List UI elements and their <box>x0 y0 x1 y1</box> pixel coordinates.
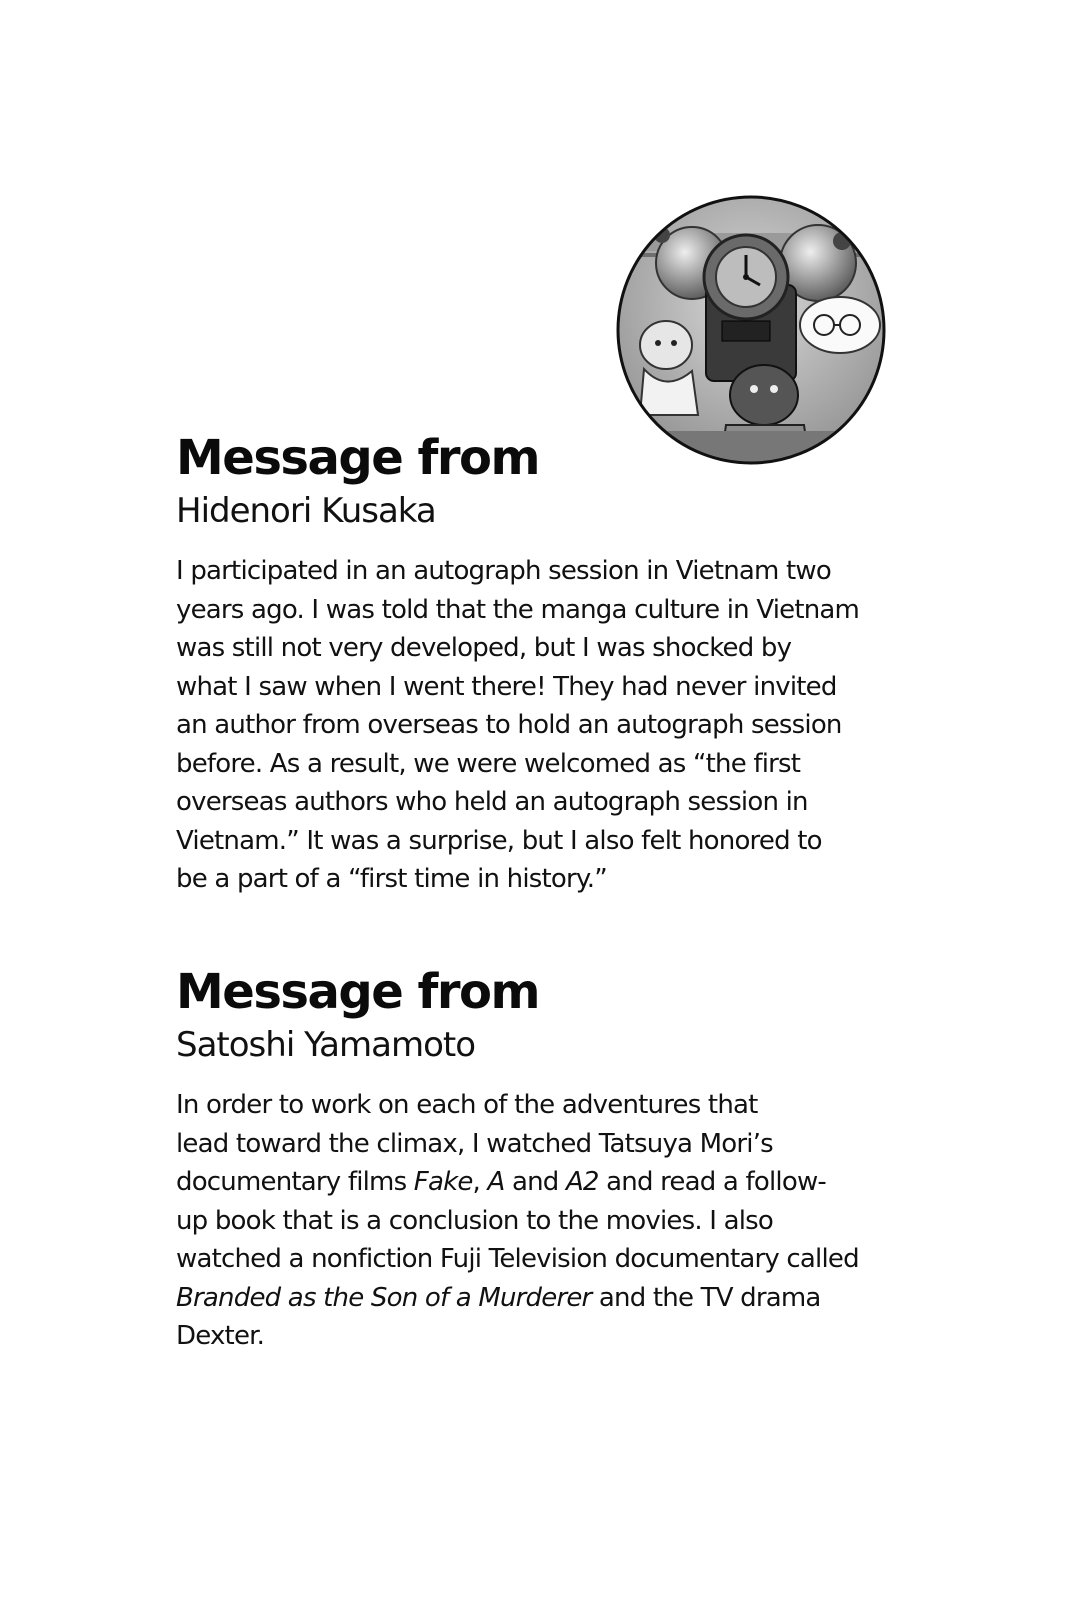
message-line: Dexter. <box>176 1321 265 1351</box>
text-run: and read a follow- <box>598 1167 826 1197</box>
text-run: , <box>472 1167 488 1197</box>
message-heading: Message from <box>176 964 540 1020</box>
film-title: Fake <box>413 1167 473 1197</box>
documentary-title: Branded as the Son of a Murderer <box>176 1282 592 1313</box>
message-line: watched a nonfiction Fuji Television documentary called <box>176 1244 859 1274</box>
message-line: overseas authors who held an autograph session in <box>176 787 808 817</box>
message-line <box>176 1279 876 1318</box>
message-line: years ago. I was told that the manga culture in Vietnam <box>176 594 860 625</box>
text-run: and <box>504 1167 566 1197</box>
message-line: be a part of a “first time in history.” <box>176 864 607 894</box>
message-line: In order to work on each of the adventures that <box>176 1090 758 1120</box>
film-title: A2 <box>565 1167 599 1197</box>
message-body <box>176 552 876 899</box>
author-name: Satoshi Yamamoto <box>176 1025 475 1065</box>
author-name: Hidenori Kusaka <box>176 491 436 531</box>
message-section-yamamoto <box>176 962 876 1356</box>
message-line: before. As a result, we were welcomed as “the first <box>176 748 801 779</box>
message-heading: Message from <box>176 430 540 486</box>
message-line <box>176 1163 876 1202</box>
message-line: I participated in an autograph session in Vietnam two <box>176 556 831 586</box>
message-line: was still not very developed, but I was shocked by <box>176 633 792 663</box>
message-line: up book that is a conclusion to the movies. I also <box>176 1205 774 1236</box>
author-illustration <box>614 193 888 467</box>
message-line: lead toward the climax, I watched Tatsuya Mori’s <box>176 1128 773 1159</box>
message-line: Vietnam.” It was a surprise, but I also felt honored to <box>176 825 822 856</box>
author-illustration-icon <box>614 193 888 467</box>
film-title: A <box>487 1167 505 1197</box>
text-run: documentary films <box>176 1167 414 1197</box>
message-line: an author from overseas to hold an autograph session <box>176 710 842 740</box>
text-run: and the TV drama <box>591 1282 821 1313</box>
message-section-kusaka <box>176 428 876 899</box>
message-body <box>176 1086 876 1356</box>
message-line: what I saw when I went there! They had never invited <box>176 671 837 702</box>
